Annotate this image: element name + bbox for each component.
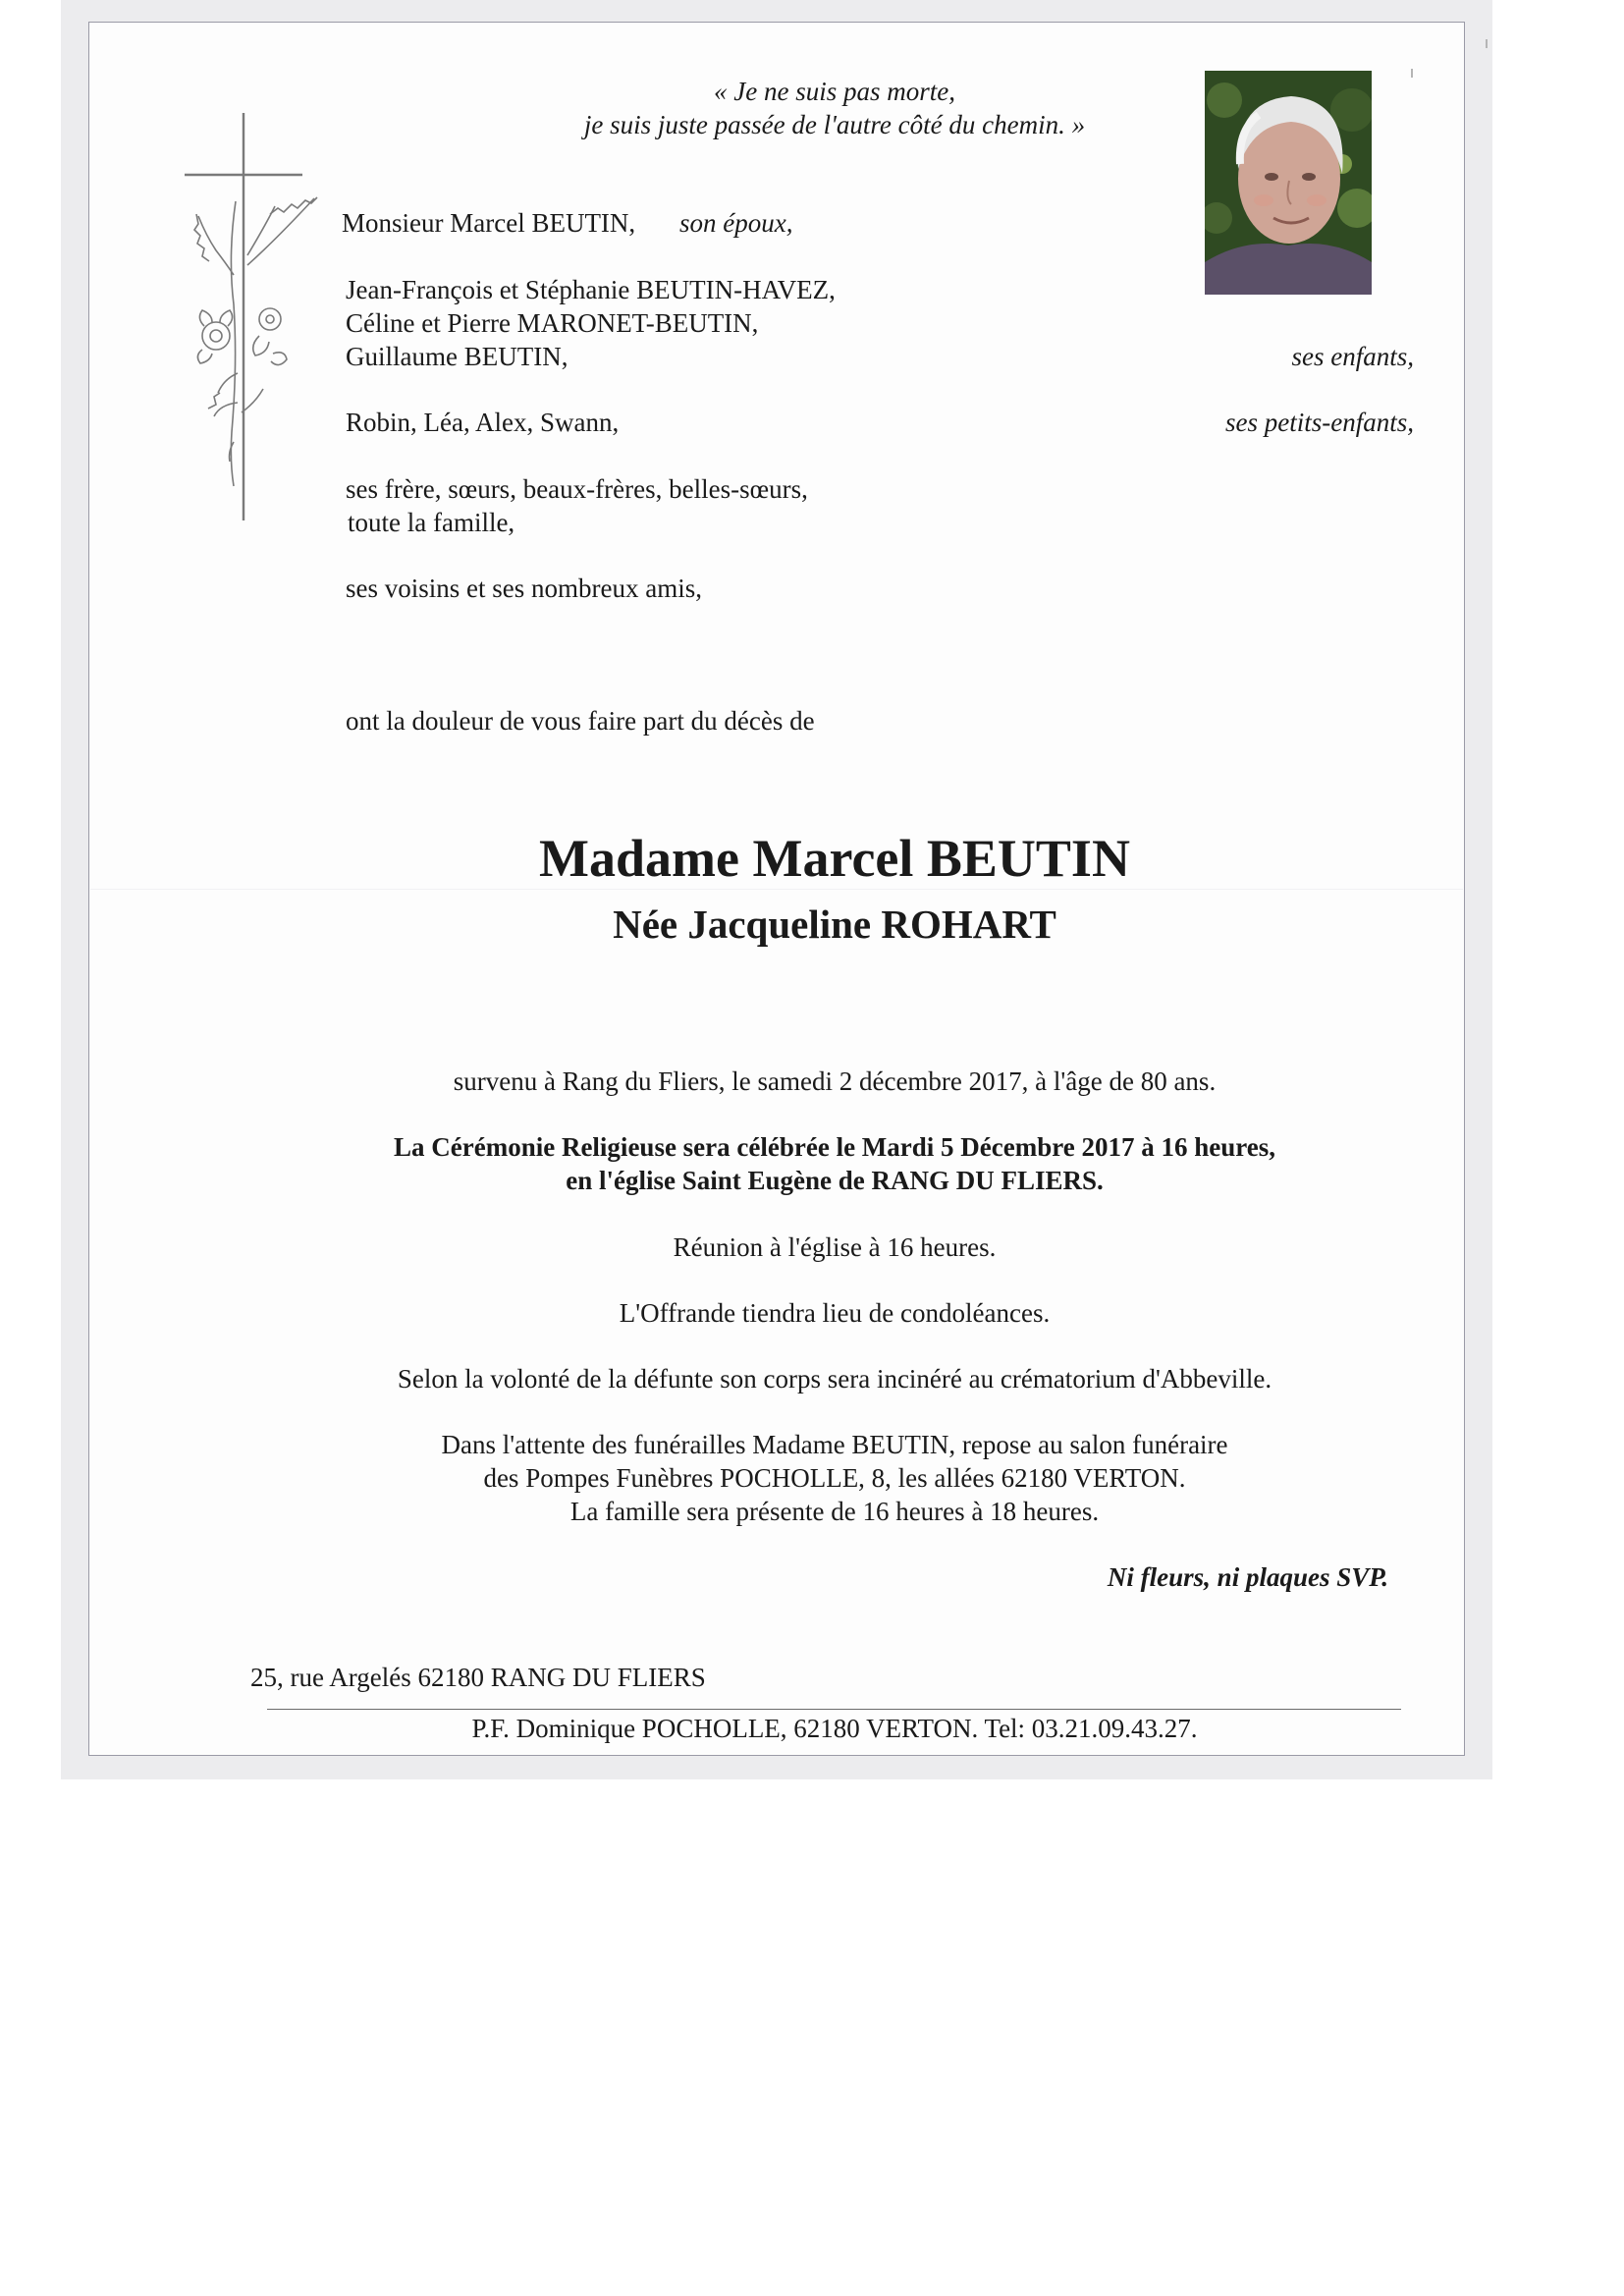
grandchildren-role: ses petits-enfants, (1225, 408, 1414, 437)
cremation-line: Selon la volonté de la défunte son corps sera incinéré au crématorium d'Abbeville. (397, 1364, 1272, 1394)
flowers-notice: Ni fleurs, ni plaques SVP. (1107, 1562, 1388, 1592)
scan-speck (1486, 39, 1488, 48)
cross-flowers-icon (177, 108, 334, 530)
siblings-line-2: toute la famille, (348, 508, 515, 537)
siblings-line-1: ses frère, sœurs, beaux-frères, belles-sœurs, (346, 474, 808, 504)
ceremony-line-1: La Cérémonie Religieuse sera célébrée le Mardi 5 Décembre 2017 à 16 heures, (394, 1132, 1275, 1162)
scan-speck (1411, 69, 1413, 78)
ceremony-line-2: en l'église Saint Eugène de RANG DU FLIERS. (566, 1166, 1104, 1195)
meeting-line: Réunion à l'église à 16 heures. (673, 1232, 997, 1262)
deceased-photo (1205, 71, 1372, 295)
deceased-name: Madame Marcel BEUTIN (539, 829, 1130, 888)
children-role: ses enfants, (1291, 342, 1414, 371)
spouse-role: son époux, (679, 208, 793, 238)
quote-line-2: je suis juste passée de l'autre côté du chemin. » (583, 110, 1086, 139)
family-address: 25, rue Argelés 62180 RANG DU FLIERS (250, 1663, 706, 1692)
child-line-2: Céline et Pierre MARONET-BEUTIN, (346, 308, 759, 338)
deceased-maiden-name: Née Jacqueline ROHART (613, 902, 1056, 947)
announcement-line: ont la douleur de vous faire part du décès de (346, 706, 815, 736)
rest-line-2: des Pompes Funèbres POCHOLLE, 8, les allées 62180 VERTON. (483, 1463, 1186, 1493)
footer-divider (267, 1709, 1401, 1710)
rest-line-1: Dans l'attente des funérailles Madame BEUTIN, repose au salon funéraire (441, 1430, 1228, 1459)
grandchildren-names: Robin, Léa, Alex, Swann, (346, 408, 620, 437)
neighbors-line: ses voisins et ses nombreux amis, (346, 574, 702, 603)
funeral-home-footer: P.F. Dominique POCHOLLE, 62180 VERTON. Tel: 03.21.09.43.27. (471, 1714, 1198, 1743)
offering-line: L'Offrande tiendra lieu de condoléances. (619, 1298, 1051, 1328)
child-line-1: Jean-François et Stéphanie BEUTIN-HAVEZ, (346, 275, 836, 304)
rest-line-3: La famille sera présente de 16 heures à 18 heures. (569, 1497, 1100, 1526)
death-details: survenu à Rang du Fliers, le samedi 2 décembre 2017, à l'âge de 80 ans. (453, 1066, 1217, 1096)
child-line-3: Guillaume BEUTIN, (346, 342, 568, 371)
quote-line-1: « Je ne suis pas morte, (714, 77, 955, 106)
spouse-name: Monsieur Marcel BEUTIN, (342, 208, 636, 238)
